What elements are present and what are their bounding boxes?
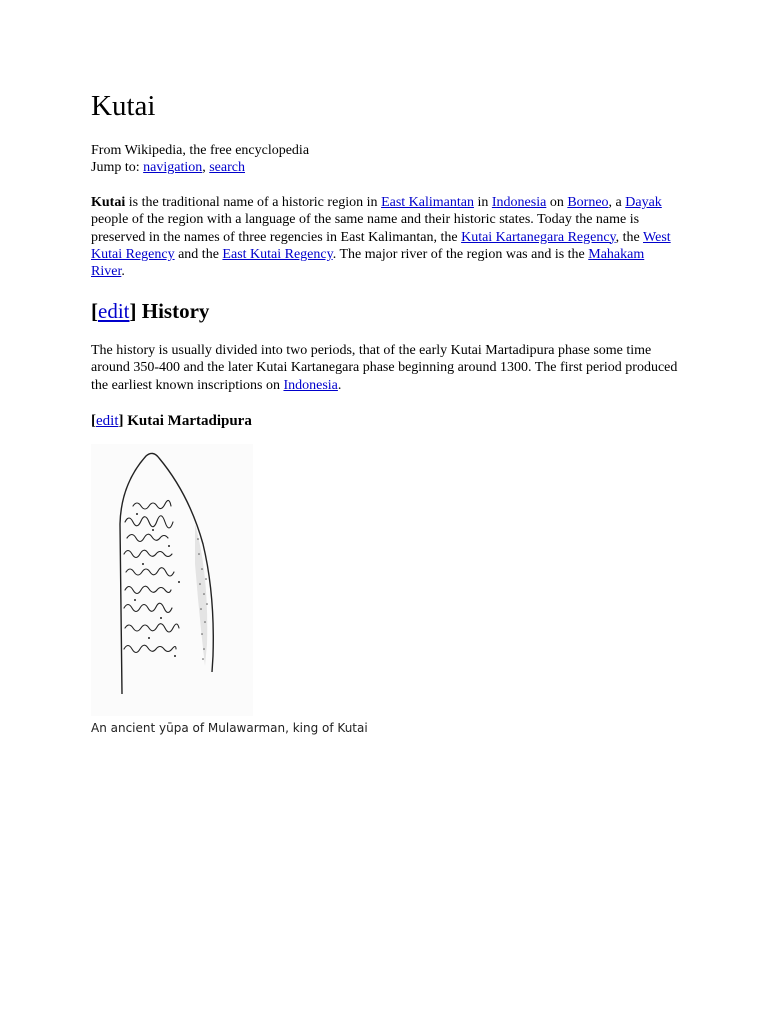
edit-bracket: ] bbox=[129, 299, 142, 323]
edit-bracket: [ bbox=[91, 413, 96, 429]
history-paragraph bbox=[91, 342, 681, 394]
intro-bold-term: Kutai bbox=[91, 195, 126, 210]
intro-text: people of the region with a language of the same name and their historic states. Today the name is preserved in the names of three regencies in East Kalimantan, the bbox=[91, 212, 640, 245]
martadipura-heading bbox=[91, 411, 252, 431]
link-mahakam-river[interactable]: Mahakam River bbox=[91, 246, 645, 280]
history-heading-text: History bbox=[141, 299, 210, 323]
jump-to-prefix: Jump to: bbox=[91, 160, 144, 175]
site-subtitle: From Wikipedia, the free encyclopedia bbox=[91, 143, 310, 158]
intro-text: , the bbox=[615, 229, 644, 245]
jump-to-separator: , bbox=[202, 160, 210, 175]
link-kutai-kartanegara-regency[interactable]: Kutai Kartanegara Regency bbox=[461, 229, 616, 245]
history-text-end: . bbox=[337, 377, 342, 393]
link-dayak[interactable]: Dayak bbox=[625, 195, 662, 210]
history-heading bbox=[91, 297, 209, 325]
edit-bracket: [ bbox=[91, 299, 98, 323]
intro-text: , a bbox=[608, 195, 626, 210]
link-indonesia[interactable]: Indonesia bbox=[491, 195, 547, 210]
martadipura-edit-link[interactable]: edit bbox=[96, 413, 119, 429]
edit-bracket: ] bbox=[118, 413, 128, 429]
figure-caption: An ancient yūpa of Mulawarman, king of Kutai bbox=[91, 721, 368, 735]
history-edit-link[interactable]: edit bbox=[98, 299, 130, 323]
yupa-stone-drawing bbox=[91, 444, 253, 716]
intro-text: is the traditional name of a historic region in bbox=[125, 195, 382, 210]
page-title: Kutai bbox=[91, 90, 156, 122]
jump-to-bar bbox=[91, 159, 245, 176]
intro-text: in bbox=[473, 195, 492, 210]
intro-text: . The major river of the region was and is the bbox=[332, 246, 589, 262]
jump-to-navigation-link[interactable]: navigation bbox=[143, 160, 203, 175]
link-borneo[interactable]: Borneo bbox=[567, 195, 609, 210]
link-east-kutai-regency[interactable]: East Kutai Regency bbox=[222, 246, 333, 262]
link-west-kutai-regency[interactable]: West Kutai Regency bbox=[91, 229, 671, 262]
jump-to-search-link[interactable]: search bbox=[209, 160, 245, 175]
martadipura-heading-text: Kutai Martadipura bbox=[127, 413, 252, 429]
intro-text: and the bbox=[174, 246, 223, 262]
history-text: The history is usually divided into two periods, that of the early Kutai Martadipura phase some time around 350-400 and the later Kutai Kartanegara phase beginning around 1300. The first period produced the earliest known inscriptions on bbox=[91, 343, 678, 393]
link-indonesia-history[interactable]: Indonesia bbox=[283, 377, 338, 393]
intro-text: . bbox=[121, 264, 125, 280]
intro-paragraph bbox=[91, 194, 681, 280]
intro-text: on bbox=[546, 195, 568, 210]
link-east-kalimantan[interactable]: East Kalimantan bbox=[381, 195, 474, 210]
yupa-inscription-image[interactable] bbox=[91, 444, 253, 716]
